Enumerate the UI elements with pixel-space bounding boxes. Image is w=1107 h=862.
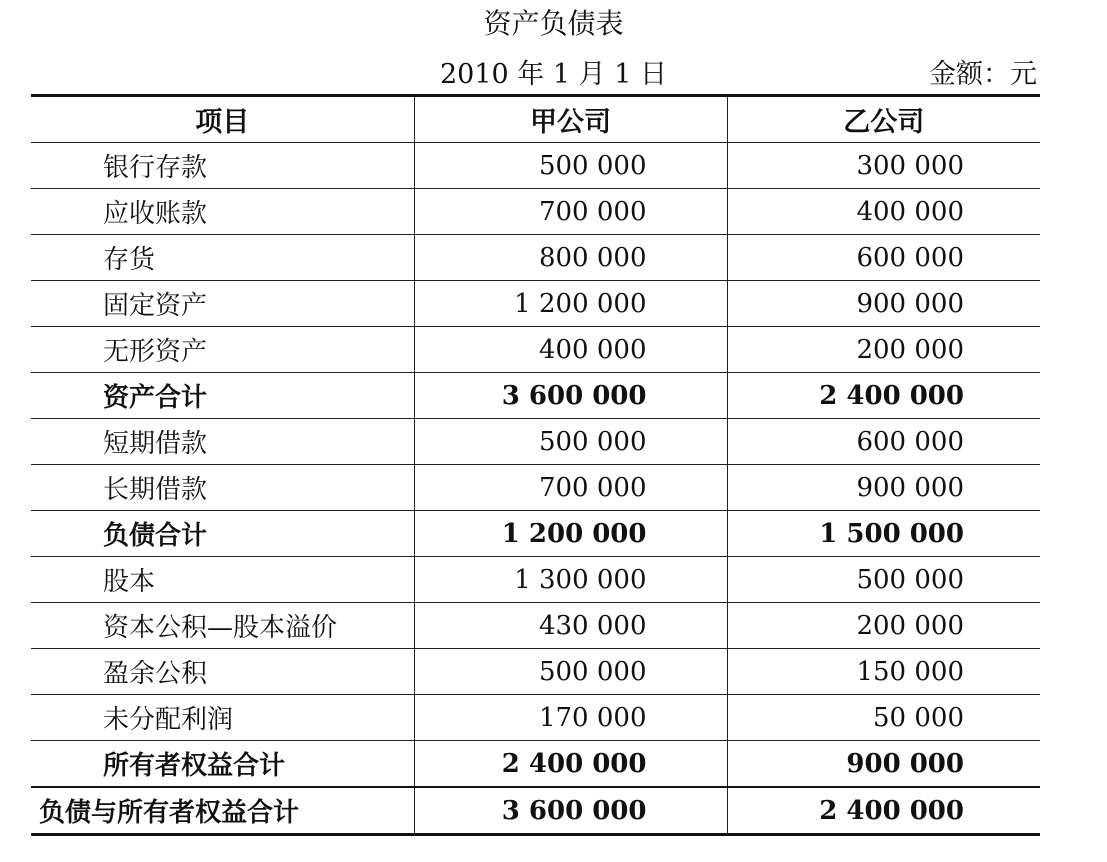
row-value-company-b: 2 400 000 xyxy=(727,373,1040,419)
subtotal-row xyxy=(31,511,1040,557)
table-row xyxy=(31,557,1040,603)
row-value-company-b: 50 000 xyxy=(727,695,1040,741)
row-item-label: 无形资产 xyxy=(31,327,414,373)
row-value-company-b: 300 000 xyxy=(727,143,1040,189)
row-value-company-a: 1 300 000 xyxy=(414,557,727,603)
row-value-company-a: 500 000 xyxy=(414,419,727,465)
row-item-label: 应收账款 xyxy=(31,189,414,235)
row-value-company-b: 900 000 xyxy=(727,741,1040,788)
row-item-label: 存货 xyxy=(31,235,414,281)
row-value-company-a: 700 000 xyxy=(414,189,727,235)
row-value-company-b: 600 000 xyxy=(727,235,1040,281)
subtotal-row xyxy=(31,373,1040,419)
row-value-company-a: 500 000 xyxy=(414,649,727,695)
row-value-company-b: 400 000 xyxy=(727,189,1040,235)
row-item-label: 固定资产 xyxy=(31,281,414,327)
row-value-company-b: 200 000 xyxy=(727,603,1040,649)
row-value-company-a: 500 000 xyxy=(414,143,727,189)
table-row xyxy=(31,327,1040,373)
table-row xyxy=(31,695,1040,741)
row-value-company-b: 150 000 xyxy=(727,649,1040,695)
balance-sheet-table xyxy=(31,94,1040,836)
row-value-company-a: 3 600 000 xyxy=(414,787,727,835)
row-value-company-a: 3 600 000 xyxy=(414,373,727,419)
row-value-company-a: 400 000 xyxy=(414,327,727,373)
row-value-company-a: 1 200 000 xyxy=(414,281,727,327)
row-value-company-a: 430 000 xyxy=(414,603,727,649)
row-value-company-b: 900 000 xyxy=(727,281,1040,327)
column-header-company-a: 甲公司 xyxy=(414,96,727,143)
row-value-company-b: 900 000 xyxy=(727,465,1040,511)
table-row xyxy=(31,603,1040,649)
row-item-label: 所有者权益合计 xyxy=(31,741,414,788)
row-value-company-a: 170 000 xyxy=(414,695,727,741)
row-value-company-b: 500 000 xyxy=(727,557,1040,603)
row-item-label: 银行存款 xyxy=(31,143,414,189)
row-item-label: 股本 xyxy=(31,557,414,603)
row-value-company-a: 1 200 000 xyxy=(414,511,727,557)
header-row xyxy=(31,96,1040,143)
row-value-company-b: 200 000 xyxy=(727,327,1040,373)
row-item-label: 盈余公积 xyxy=(31,649,414,695)
table-row xyxy=(31,281,1040,327)
column-header-item: 项目 xyxy=(31,96,414,143)
row-item-label: 资产合计 xyxy=(31,373,414,419)
row-item-label: 未分配利润 xyxy=(31,695,414,741)
row-value-company-b: 1 500 000 xyxy=(727,511,1040,557)
row-value-company-b: 600 000 xyxy=(727,419,1040,465)
subtotal-row xyxy=(31,741,1040,788)
row-item-label: 负债合计 xyxy=(31,511,414,557)
amount-unit: 金额：元 xyxy=(929,59,1037,90)
report-date: 2010 年 1 月 1 日 xyxy=(440,59,667,90)
row-item-label: 长期借款 xyxy=(31,465,414,511)
row-value-company-a: 800 000 xyxy=(414,235,727,281)
table-row xyxy=(31,189,1040,235)
table-row xyxy=(31,419,1040,465)
table-row xyxy=(31,649,1040,695)
column-header-company-b: 乙公司 xyxy=(727,96,1040,143)
page-title: 资产负债表 xyxy=(483,7,624,40)
table-row xyxy=(31,235,1040,281)
table-row xyxy=(31,465,1040,511)
table-row xyxy=(31,143,1040,189)
row-item-label: 资本公积—股本溢价 xyxy=(31,603,414,649)
row-value-company-b: 2 400 000 xyxy=(727,787,1040,835)
row-item-label: 短期借款 xyxy=(31,419,414,465)
grand-total-row xyxy=(31,787,1040,835)
row-value-company-a: 700 000 xyxy=(414,465,727,511)
row-value-company-a: 2 400 000 xyxy=(414,741,727,788)
row-item-label: 负债与所有者权益合计 xyxy=(31,787,414,835)
